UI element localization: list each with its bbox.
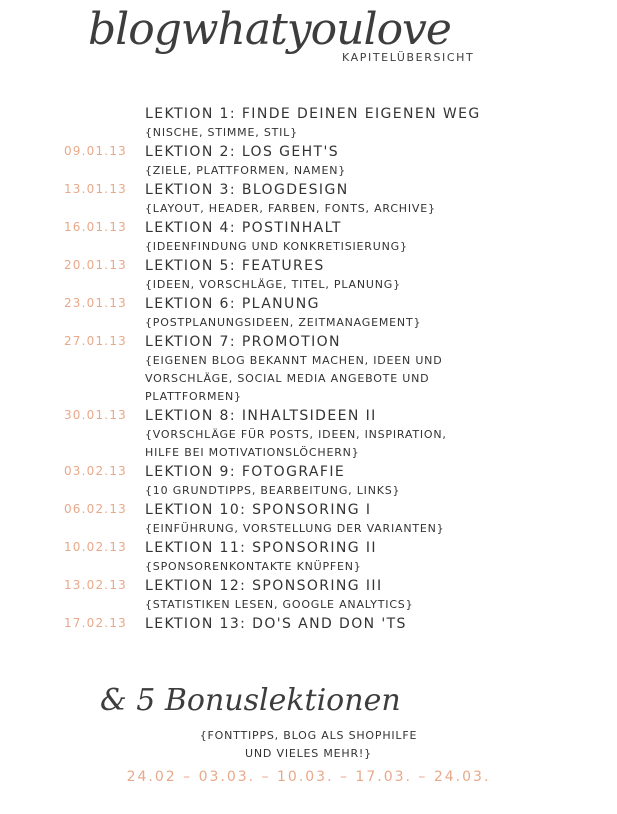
lesson-topics: HILFE BEI MOTIVATIONSLÖCHERN}	[145, 446, 360, 459]
bonus-dates: 24.02 – 03.03. – 10.03. – 17.03. – 24.03.	[126, 769, 491, 785]
lesson-topics: {ZIELE, PLATTFORMEN, NAMEN}	[145, 164, 347, 177]
lesson-topics: {EINFÜHRUNG, VORSTELLUNG DER VARIANTEN}	[145, 522, 445, 535]
lesson-topics: {IDEEN, VORSCHLÄGE, TITEL, PLANUNG}	[145, 278, 401, 291]
lesson-date: 30.01.13	[63, 408, 127, 422]
lesson-row	[0, 538, 617, 576]
lesson-title: LEKTION 1: FINDE DEINEN EIGENEN WEG	[145, 106, 481, 122]
lesson-title: LEKTION 4: POSTINHALT	[145, 220, 342, 236]
lesson-topics: PLATTFORMEN}	[145, 390, 242, 403]
lesson-row	[0, 294, 617, 332]
lesson-date: 06.02.13	[63, 502, 127, 516]
lesson-topics: {STATISTIKEN LESEN, GOOGLE ANALYTICS}	[145, 598, 414, 611]
lesson-title: LEKTION 10: SPONSORING I	[145, 502, 372, 518]
lesson-topics: {SPONSORENKONTAKTE KNÜPFEN}	[145, 560, 362, 573]
lesson-row	[0, 332, 617, 406]
lesson-row	[0, 500, 617, 538]
lesson-row	[0, 218, 617, 256]
lesson-row	[0, 462, 617, 500]
lesson-title: LEKTION 13: DO'S AND DON 'TS	[145, 616, 407, 632]
lesson-date: 16.01.13	[63, 220, 127, 234]
lesson-title: LEKTION 6: PLANUNG	[145, 296, 320, 312]
lesson-date: 13.02.13	[63, 578, 127, 592]
lesson-date: 13.01.13	[63, 182, 127, 196]
lesson-title: LEKTION 8: INHALTSIDEEN II	[145, 408, 377, 424]
lesson-topics: {VORSCHLÄGE FÜR POSTS, IDEEN, INSPIRATION,	[145, 428, 447, 441]
lesson-topics: {LAYOUT, HEADER, FARBEN, FONTS, ARCHIVE}	[145, 202, 436, 215]
lesson-date: 03.02.13	[63, 464, 127, 478]
lesson-date: 27.01.13	[63, 334, 127, 348]
bonus-description	[0, 727, 617, 763]
blog-logo: blogwhatyoulove	[88, 4, 451, 55]
header	[0, 0, 617, 80]
lesson-title: LEKTION 7: PROMOTION	[145, 334, 341, 350]
lesson-title: LEKTION 12: SPONSORING III	[145, 578, 383, 594]
lesson-row	[0, 142, 617, 180]
lesson-row	[0, 576, 617, 614]
lesson-row	[0, 180, 617, 218]
lesson-topics: {NISCHE, STIMME, STIL}	[145, 126, 298, 139]
bonus-line: UND VIELES MEHR!}	[245, 747, 372, 760]
lesson-date: 20.01.13	[63, 258, 127, 272]
bonus-section	[0, 683, 617, 813]
lesson-date: 17.02.13	[63, 616, 127, 630]
bonus-line: {FONTTIPPS, BLOG ALS SHOPHILFE	[199, 729, 418, 742]
lesson-topics: {EIGENEN BLOG BEKANNT MACHEN, IDEEN UND	[145, 354, 443, 367]
lesson-topics: {10 GRUNDTIPPS, BEARBEITUNG, LINKS}	[145, 484, 401, 497]
lesson-row	[0, 256, 617, 294]
lesson-date: 10.02.13	[63, 540, 127, 554]
page-subtitle: KAPITELÜBERSICHT	[342, 51, 475, 64]
lesson-date: 09.01.13	[63, 144, 127, 158]
lesson-title: LEKTION 3: BLOGDESIGN	[145, 182, 349, 198]
lesson-title: LEKTION 11: SPONSORING II	[145, 540, 377, 556]
lesson-topics: {IDEENFINDUNG UND KONKRETISIERUNG}	[145, 240, 408, 253]
lesson-title: LEKTION 9: FOTOGRAFIE	[145, 464, 346, 480]
lesson-title: LEKTION 2: LOS GEHT'S	[145, 144, 340, 160]
bonus-heading: & 5 Bonuslektionen	[100, 683, 401, 718]
lesson-row	[0, 614, 617, 634]
lesson-topics: VORSCHLÄGE, SOCIAL MEDIA ANGEBOTE UND	[145, 372, 430, 385]
lesson-title: LEKTION 5: FEATURES	[145, 258, 325, 274]
lesson-date: 23.01.13	[63, 296, 127, 310]
lesson-row	[0, 104, 617, 142]
lesson-row	[0, 406, 617, 462]
lesson-topics: {POSTPLANUNGSIDEEN, ZEITMANAGEMENT}	[145, 316, 422, 329]
lesson-list	[0, 104, 617, 634]
